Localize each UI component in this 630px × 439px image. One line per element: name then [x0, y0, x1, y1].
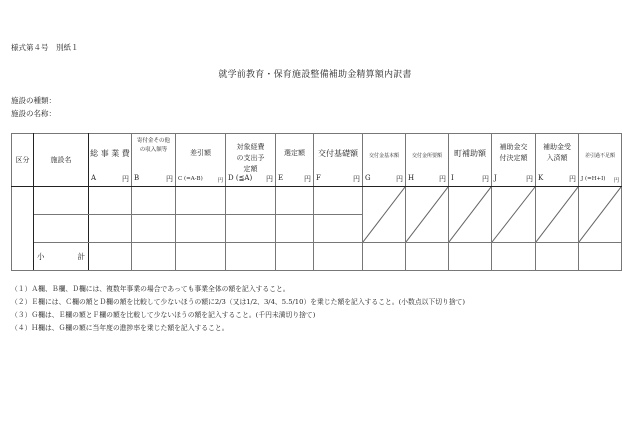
subtotal-e[interactable] — [276, 243, 314, 271]
subtotal-d[interactable] — [226, 243, 276, 271]
header-facility: 施設名 — [34, 134, 89, 187]
header-col-i: 町補助額 I 円 — [449, 134, 492, 187]
cell-j-struck — [492, 187, 536, 243]
cell-d[interactable] — [226, 187, 276, 215]
cell-h-struck — [406, 187, 449, 243]
kubun-cell[interactable] — [12, 187, 34, 271]
diagonal-strike-icon — [492, 187, 535, 242]
header-col-d: 対象経費の支出予定額 D (≦A) 円 — [226, 134, 276, 187]
cell-b[interactable] — [132, 215, 176, 243]
subtotal-f[interactable] — [314, 243, 363, 271]
cell-f[interactable] — [314, 215, 363, 243]
subtotal-k[interactable] — [536, 243, 579, 271]
cell-balance-struck — [579, 187, 622, 243]
header-col-e: 選定額 E 円 — [276, 134, 314, 187]
subtotal-c[interactable] — [176, 243, 226, 271]
cell-k-struck — [536, 187, 579, 243]
cell-a[interactable] — [89, 187, 132, 215]
note-4: （４）Ｈ欄は、Ｇ欄の額に当年度の進捗率を乗じた額を記入すること。 — [11, 324, 229, 332]
subtotal-g[interactable] — [363, 243, 406, 271]
header-col-h: 交付金所要額 H 円 — [406, 134, 449, 187]
header-col-a: 総 事 業 費 A 円 — [89, 134, 132, 187]
notes — [11, 283, 465, 335]
subtotal-label-cell: 小 計 — [34, 243, 89, 271]
header-col-k: 補助金受入済額 K 円 — [536, 134, 579, 187]
header-col-j: 補助金交付決定額 J 円 — [492, 134, 536, 187]
subtotal-h[interactable] — [406, 243, 449, 271]
note-2: （２）Ｅ欄には、Ｃ欄の額とＤ欄の額を比較して少ないほうの額に2/3（又は1/2、3/4、5.5/10）を乗じた額を記入すること。(小数点以下切り捨て) — [11, 298, 466, 306]
cell-g-struck — [363, 187, 406, 243]
breakdown-table — [11, 133, 622, 271]
cell-e[interactable] — [276, 215, 314, 243]
cell-f[interactable] — [314, 187, 363, 215]
cell-c[interactable] — [176, 215, 226, 243]
cell-i-struck — [449, 187, 492, 243]
subtotal-j[interactable] — [492, 243, 536, 271]
note-3: （３）Ｇ欄は、Ｅ欄の額とＦ欄の額を比較して少ないほうの額を記入すること。(千円未満切り捨て) — [11, 311, 316, 319]
diagonal-strike-icon — [363, 187, 405, 242]
cell-b[interactable] — [132, 187, 176, 215]
header-row — [12, 134, 622, 187]
cell-d[interactable] — [226, 215, 276, 243]
facility-name-cell[interactable] — [34, 187, 89, 215]
subtotal-a[interactable] — [89, 243, 132, 271]
diagonal-strike-icon — [406, 187, 448, 242]
cell-a[interactable] — [89, 215, 132, 243]
table-row — [12, 187, 622, 215]
note-1: （１）Ａ欄、Ｂ欄、Ｄ欄には、複数年事業の場合であっても事業全体の額を記入すること。 — [11, 285, 290, 293]
diagonal-strike-icon — [579, 187, 621, 242]
cell-e[interactable] — [276, 187, 314, 215]
diagonal-strike-icon — [536, 187, 578, 242]
header-col-c: 差引額 C (=A-B) 円 — [176, 134, 226, 187]
facility-name-label: 施設の名称： — [11, 109, 56, 118]
cell-c[interactable] — [176, 187, 226, 215]
header-col-balance: 差引過不足額 J (=H+I) 円 — [579, 134, 622, 187]
subtotal-balance[interactable] — [579, 243, 622, 271]
facility-type-label: 施設の種類： — [11, 96, 56, 105]
facility-name-cell[interactable] — [34, 215, 89, 243]
header-kubun: 区分 — [12, 134, 34, 187]
diagonal-strike-icon — [449, 187, 491, 242]
page-title: 就学前教育・保育施設整備補助金精算額内訳書 — [218, 70, 412, 80]
header-col-g: 交付金基本額 G 円 — [363, 134, 406, 187]
header-col-b: 寄付金その他の収入額等 B 円 — [132, 134, 176, 187]
subtotal-row — [12, 243, 622, 271]
header-col-f: 交付基礎額 F 円 — [314, 134, 363, 187]
form-id: 様式第４号 別紙１ — [11, 43, 79, 52]
subtotal-b[interactable] — [132, 243, 176, 271]
subtotal-i[interactable] — [449, 243, 492, 271]
